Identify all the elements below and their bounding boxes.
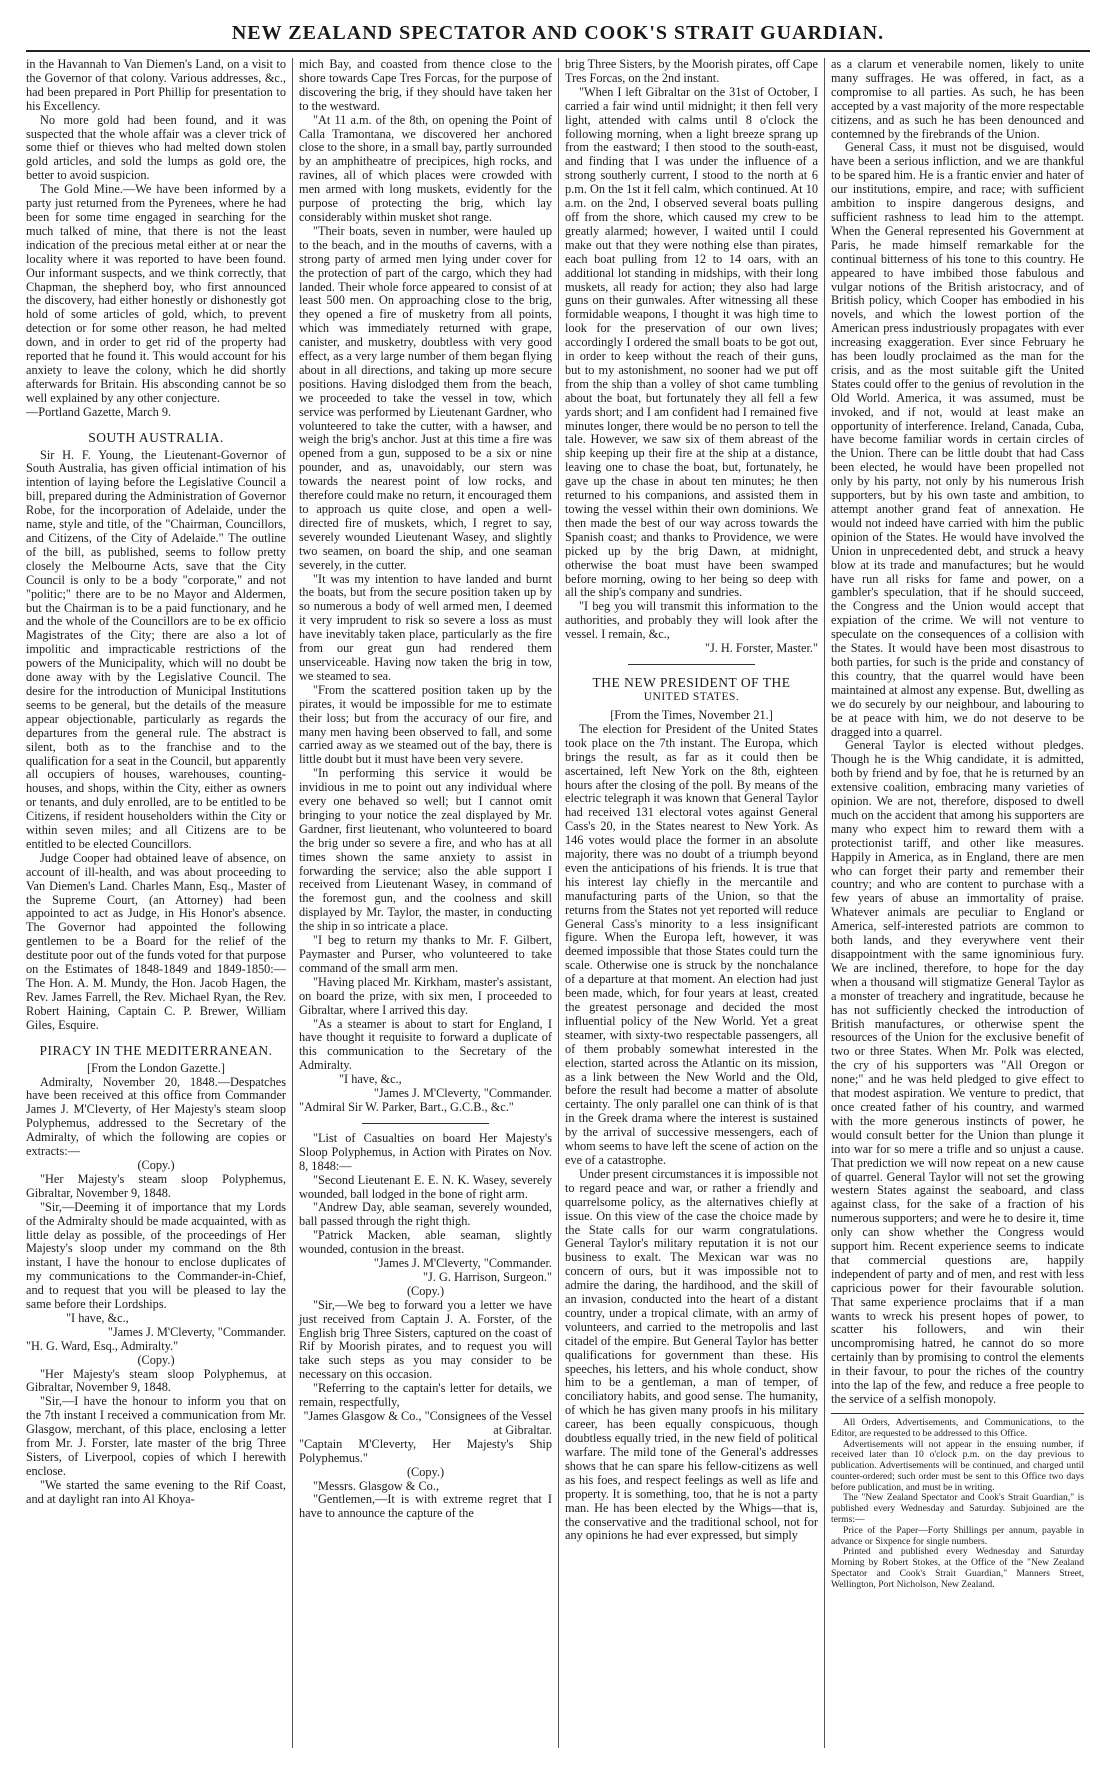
letter-text: "Sir,—We beg to forward you a letter we have just received from Captain J. A. Forster, of the English brig Three Sisters, captured on the coast of Rif by Moorish pirates, and to request you will take such steps as you may consider to be necessary on this occasion.	[299, 1297, 552, 1382]
letter-text: "Their boats, seven in number, were hauled up to the beach, and in the mouths of caverns, with a strong party of armed men lying under cover for the protection of part of the cargo, which they had landed. Their whole force appeared to consist of at least 500 men. On approaching close to the brig, they opened a fire of musketry from all points, which was immediately returned with grape, canister, and musketry, doubtless with very good effect, as a very large number of them began flying about in all directions, and taking up more secure positions. Having dislodged them from the beach, we proceeded to take the vessel in tow, which service was performed by Lieutenant Gardner, who volunteered to take the cutter, with a hawser, and weigh the brig's anchor. Just at this time a fire was opened from a gun, supposed to be a six or nine pounder, and as, unavoidably, our stern was towards the nearest point of low rocks, and therefore could make no return, it encouraged them to approach us quite close, and open a well-directed fire of muskets, which, I regret to say, severely wounded Lieutenant Wasey, and slightly two seamen, on board the ship, and one seaman severely, in the cutter.	[299, 223, 552, 572]
heading-line: UNITED STATES.	[643, 690, 740, 703]
article-text: No more gold had been found, and it was suspected that the whole affair was a clever trick of some thief or thieves who had melted down stolen gold articles, and sold the lumps as gold ore, the better to avoid suspicion.	[26, 112, 286, 183]
article-text: Under present circumstances it is impossible not to regard peace and war, or rather a friendly and quarrelsome policy, as the alternatives chiefly at issue. On this view of the case the choice made by the State calls for our warm congratulations. General Taylor's military reputation it is not our business to exalt. The Mexican war was no concern of ours, but it was impossible not to admire the daring, the hardihood, and the skill of an invasion, conducted into the heart of a distant country, under a tropical climate, with an army of volunteers, and carried to the metropolis and last citadel of the empire. But General Taylor has better qualifications for government than these. His speeches, his letters, and his whole conduct, show him to be a gentleman, a man of temper, of conciliatory habits, and good sense. The humanity, of which he has given many proofs in his military career, has been equally conspicuous, though doubtless equally tried, in the new field of political warfare. The mild tone of the General's addresses shows that he can spare his fellow-citizens as well as his foes, and respect feelings as well as life and property. It is something, too, that he is not a party man. He has been elected by the Whigs—that is, the conservative and the traditional school, not for any opinions he had ever expressed, but simply	[565, 1166, 818, 1543]
letter-heading: "Her Majesty's steam sloop Polyphemus, at Gibraltar, November 9, 1848.	[26, 1366, 286, 1395]
article-text: Admiralty, November 20, 1848.—Despatches have been received at this office from Commander James J. M'Cleverty, of Her Majesty's steam sloop Polyphemus, addressed to the Secretary of the Admiralty, of which the following are copies or extracts:—	[26, 1074, 286, 1159]
masthead: NEW ZEALAND SPECTATOR AND COOK'S STRAIT GUARDIAN.	[231, 22, 885, 44]
notice-text: Advertisements will not appear in the ensuing number, if received later than 10 o'clock p.m. on the day previous to publication. Advertisements will be continued, and charged until counter-ordered; such order must be sent to this Office two days before publication, and must be in writing.	[831, 1438, 1084, 1493]
letter-text: "Messrs. Glasgow & Co.,	[313, 1478, 439, 1493]
letter-recipient: "Captain M'Cleverty, Her Majesty's Ship Polyphemus."	[299, 1436, 552, 1465]
letter-text: "From the scattered position taken up by the pirates, it would be impossible for me to estimate their loss; but from the accuracy of our fire, and many men having been observed to fall, and some carried away as we steamed out of the bay, there is little doubt but it must have been very severe.	[299, 682, 552, 767]
letter-text: "Sir,—I have the honour to inform you that on the 7th instant I received a communication from Mr. Glasgow, merchant, of this place, enclosing a letter from Mr. J. Forster, late master of the brig Three Sisters, of Liverpool, copies of which I herewith enclose.	[26, 1394, 286, 1478]
article-text: General Taylor is elected without pledges. Though he is the Whig candidate, it is admitted, both by friend and by foe, that he is returned by an extensive coalition, embracing many varieties of opinion. We are not, therefore, disposed to dwell much on the accident that among his supporters are many who expect him to reward them with a protectionist tariff, and other like measures. Happily in America, as in England, there are men who can forget their party and remember their country; and who are content to purchase with a few years of abuse an immortality of praise. Whatever animals are peculiar to England or America, self-interested patriots are common to both lands, and they everywhere vent their disappointment with the same ignominious fury. We are inclined, therefore, to hope for the day when a thousand will stigmatize General Taylor as a monster of treachery and ingratitude, because he has not sufficiently checked the introduction of British manufactures, or otherwise spent the resources of the Union for the exclusive benefit of two or three States. When Mr. Polk was elected, the cry of his supporters was "All Oregon or none;" and he was held pledged to give effect to that modest aspiration. We venture to predict, that once created father of his country, and warmed with the more generous instincts of power, he would consult better for the Union than plunge it into war for so mere a trifle and so unjust a cause. That prediction we will now repeat on a new cause of quarrel. General Taylor will not set the growing western States against the seaboard, and class against class, for the sake of a fraction of his numerous supporters; and were he to desire it, time only can show whether the Congress would support him. Recent experience seems to indicate that commercial questions are, happily independent of party and of men, and rest with less capricious power for their favourable solution. That same experience proclaims that if a man wants to wreck his present hopes of power, to scatter his followers, and win their uncompromising hatred, he cannot do so more certainly than by promising to control the elements in their favour, to pour the riches of the country into the lap of the few, and reduce a free people to the service of a selfish monopoly.	[831, 738, 1084, 1406]
article-text: in the Havannah to Van Diemen's Land, on a visit to the Governor of that colony. Various addresses, &c., had been prepared in Port Phillip for presentation to his Excellency.	[26, 58, 286, 113]
separator	[362, 1123, 489, 1124]
letter-text: "I beg to return my thanks to Mr. F. Gilbert, Paymaster and Purser, who volunteered to take command of the small arm men.	[299, 933, 552, 975]
copy-label: (Copy.)	[137, 1157, 175, 1172]
article-text: The Gold Mine.—We have been informed by a party just returned from the Pyrenees, where he had been for some time engaged in searching for the much talked of mine, that there is not the least indication of the precious metal either at or near the locality where it was reported to have been found. Our informant suspects, and we think correctly, that Chapman, the shepherd boy, who first announced the discovery, had either honestly or dishonestly got hold of some articles of gold, which, to prevent detection or for some other reason, he had melted down, and in order to get rid of the property had reported that he found it. This would account for his anxiety to leave the colony, which he did shortly afterwards for Britain. His absconding cannot be so well explained by any other conjecture.	[26, 182, 286, 405]
article-source: —Portland Gazette, March 9.	[26, 404, 172, 419]
separator	[628, 664, 755, 665]
column-4	[824, 58, 1090, 1748]
letter-signature: "James Glasgow & Co., "Consignees of the Vessel at Gibraltar.	[303, 1409, 552, 1437]
article-text: The election for President of the United States took place on the 7th instant. The Europa, which brings the result, as far as it could then be ascertained, left New York on the 8th, eighteen hours after the closing of the poll. By means of the electric telegraph it was known that General Taylor had received 131 electoral votes against General Cass's 20, in the States nearest to New York. As 146 votes would place the former in an absolute majority, there was no doubt of a triumph beyond even the anticipations of his friends. It is true that his interest lay chiefly in the mercantile and manufacturing parts of the Union, so that the returns from the States not yet reported will reduce General Cass's minority to a less insignificant figure. When the Europa left, however, it was deemed impossible that those States could turn the scale. Otherwise one is struck by the nonchalance of a departure at that moment. An election had just been made, which, for four years at least, created the greatest personage and decided the most influential policy of the New World. Yet a great steamer, with sixty-two respectable passengers, all of them probably somewhat interested in the election, started across the Atlantic on its mission, as a link between the New World and the Old, before the result had become a matter of absolute certainty. The only parallel one can think of is that in the Greek drama where the interest is sustained by the arrival of successive messengers, each of whom seems to have left the scene of action on the eve of a catastrophe.	[565, 721, 818, 1167]
masthead-rule	[26, 50, 1090, 52]
letter-text: "Gentlemen,—It is with extreme regret that I have to announce the capture of the	[299, 1492, 552, 1521]
heading-line: THE NEW PRESIDENT OF THE	[592, 674, 791, 690]
casualty-item: "Patrick Macken, able seaman, slightly wounded, contusion in the breast.	[299, 1228, 552, 1257]
article-source: [From the Times, November 21.]	[610, 707, 773, 722]
letter-close: "I have, &c.,	[66, 1310, 129, 1325]
copy-label: (Copy.)	[406, 1283, 445, 1298]
column-1	[26, 58, 292, 1748]
letter-text: brig Three Sisters, by the Moorish pirates, off Cape Tres Forcas, on the 2nd instant.	[565, 58, 818, 85]
publisher-notice	[831, 1413, 1084, 1591]
section-heading-piracy: PIRACY IN THE MEDITERRANEAN.	[39, 1042, 273, 1058]
copy-label: (Copy.)	[406, 1464, 445, 1479]
letter-text: "I beg you will transmit this information to the authorities, and probably they will look after the vessel. I remain, &c.,	[565, 599, 818, 642]
letter-signature: "J. G. Harrison, Surgeon."	[422, 1269, 552, 1284]
article-source: [From the London Gazette.]	[87, 1060, 225, 1075]
column-3	[558, 58, 824, 1748]
letter-text: "At 11 a.m. of the 8th, on opening the Point of Calla Tramontana, we discovered her anchored close to the shore, in a small bay, partly surrounded by an amphitheatre of precipices, high rocks, and ravines, all of which places were crowded with men armed with long muskets, evidently for the purpose of protecting the brig, which lay considerably within musket shot range.	[299, 112, 552, 224]
casualty-list-heading: "List of Casualties on board Her Majesty's Sloop Polyphemus, in Action with Pirates on Nov. 8, 1848:—	[299, 1130, 552, 1173]
letter-recipient: "Admiral Sir W. Parker, Bart., G.C.B., &c."	[299, 1099, 514, 1114]
column-2	[292, 58, 558, 1748]
letter-text: "In performing this service it would be invidious in me to point out any individual where every one behaved so well; but I cannot omit bringing to your notice the zeal displayed by Mr. Gardner, first lieutenant, who volunteered to board the brig under so severe a fire, and who has at all times shown the same anxiety to assist in forwarding the service; also the able support I received from Lieutenant Wasey, in command of the foremost gun, and the coolness and skill displayed by Mr. Taylor, the master, in conducting the ship in so intricate a place.	[299, 766, 552, 934]
letter-recipient: "H. G. Ward, Esq., Admiralty."	[26, 1338, 179, 1353]
casualty-item: "Second Lieutenant E. E. N. K. Wasey, severely wounded, ball lodged in the bone of right arm.	[299, 1172, 552, 1201]
letter-text: "Referring to the captain's letter for details, we remain, respectfully,	[299, 1381, 552, 1410]
article-text: as a clarum et venerabile nomen, likely to unite many suffrages. He was offered, in fact, as a compromise to all parties. As such, he has been accepted by a vast majority of the more respectable citizens, and as such he has been denounced and contemned by the firebrands of the Union.	[831, 58, 1084, 141]
letter-close: "I have, &c.,	[339, 1072, 402, 1087]
letter-text: "We started the same evening to the Rif Coast, and at daylight ran into Al Khoya-	[26, 1477, 286, 1506]
letter-signature: "James J. M'Cleverty, "Commander.	[373, 1256, 552, 1271]
letter-signature: "James J. M'Cleverty, "Commander.	[373, 1086, 552, 1101]
notice-text: Price of the Paper—Forty Shillings per annum, payable in advance or Sixpence for single numbers.	[831, 1524, 1084, 1547]
letter-signature: "James J. M'Cleverty, "Commander.	[107, 1324, 286, 1339]
letter-signature: "J. H. Forster, Master."	[704, 641, 818, 656]
columns	[26, 58, 1090, 1748]
copy-label: (Copy.)	[137, 1352, 175, 1367]
section-heading-president	[565, 675, 818, 705]
letter-heading: "Her Majesty's steam sloop Polyphemus, Gibraltar, November 9, 1848.	[26, 1171, 286, 1200]
casualty-item: "Andrew Day, able seaman, severely wounded, ball passed through the right thigh.	[299, 1200, 552, 1229]
section-heading-south-australia: SOUTH AUSTRALIA.	[88, 429, 224, 445]
notice-text: Printed and published every Wednesday and Saturday Morning by Robert Stokes, at the Office of the "New Zealand Spectator and Cook's Strait Guardian," Manners Street, Wellington, Port Nicholson, New Zealand.	[831, 1546, 1084, 1590]
letter-text: mich Bay, and coasted from thence close to the shore towards Cape Tres Forcas, for the purpose of discovering the brig, if they should have taken her to the westward.	[299, 58, 552, 113]
letter-text: "It was my intention to have landed and burnt the boats, but from the secure position taken up by so numerous a body of well armed men, I deemed it very imprudent to risk so severe a loss as must have inevitably taken place, particularly as the fire from our great gun had rendered them unserviceable. Having now taken the brig in tow, we steamed to sea.	[299, 571, 552, 683]
notice-text: The "New Zealand Spectator and Cook's Strait Guardian," is published every Wednesday and Saturday. Subjoined are the terms:—	[831, 1492, 1084, 1526]
letter-text: "Sir,—Deeming it of importance that my Lords of the Admiralty should be made acquainted, with as little delay as possible, of the proceedings of Her Majesty's sloop under my command on the 8th instant, I have the honour to enclose duplicates of my communications to the Commander-in-Chief, and to request that you will be pleased to lay the same before their Lordships.	[26, 1199, 286, 1312]
letter-text: "As a steamer is about to start for England, I have thought it requisite to forward a duplicate of this communication to the Secretary of the Admiralty.	[299, 1016, 552, 1073]
article-text: Judge Cooper had obtained leave of absence, on account of ill-health, and was about proceeding to Van Diemen's Land. Charles Mann, Esq., Master of the Supreme Court, (an Attorney) had been appointed to act as Judge, in His Honor's absence. The Governor had appointed the following gentlemen to be a Board for the relief of the destitute poor out of the funds voted for that purpose on the Estimates of 1848-1849 and 1849-1850:—The Hon. A. M. Mundy, the Hon. Jacob Hagen, the Rev. James Farrell, the Rev. Michael Ryan, the Rev. Robert Haining, Captain C. P. Brewer, William Giles, Esquire.	[26, 850, 286, 1032]
notice-text: All Orders, Advertisements, and Communications, to the Editor, are requested to be addressed to this Office.	[831, 1416, 1084, 1439]
article-text: General Cass, it must not be disguised, would have been a serious infliction, and we are thankful to be spared him. He is a frantic envier and hater of our institutions, empire, and race; with sufficient ambition to inspire dangerous designs, and sufficient rashness to lead him to the attempt. When the General represented his Government at Paris, he made himself remarkable for the continual bitterness of his tone to this country. He appeared to have imbibed those fabulous and vulgar notions of the British aristocracy, and of British policy, which Cooper has embodied in his novels, and which the lowest portion of the American press industriously propagates with ever increasing exaggeration. Ever since February he has been loudly proclaimed as the man for the crisis, and as the most suitable gift the United States could offer to the genius of revolution in the Old World. America, it was assumed, must be invoked, and if not, would at least make an opportunity of interference. Ireland, Canada, Cuba, have become familiar words in certain circles of the Union. There can be little doubt that had Cass been elected, he would have been propelled not only by his party, not only by his numerous Irish supporters, but by his own taste and ambition, to attempt another grand feat of annexation. He would not indeed have carried with him the public opinion of the States. He would have involved the Union in unprecedented debt, and struck a heavy blow at its trade and manufactures; but he would have run all risks for fame and power, on a gambler's speculation, that if he should succeed, the Congress and the Union would accept that expiation of the crime. We will not venture to speculate on the consequences of a collision with the States. It would have been most disastrous to both parties, for such is the pride and constancy of this country, that the quarrel would have been maintained at almost any expense. But, dwelling as we do securely by our neighbour, and labouring to be at peace with him, we do not deserve to be dragged into a quarrel.	[831, 140, 1084, 739]
letter-text: "When I left Gibraltar on the 31st of October, I carried a fair wind until midnight; it then fell very light, attended with calms until 8 o'clock the following morning, when a light breeze sprang up from the eastward; I then stood to the south-east, and finding that I was under the influence of a strong southerly current, I stood to the north at 6 p.m. On the 1st it fell calm, which continued. At 10 a.m. on the 2nd, I observed several boats pulling off from the shore, which caused my crew to be greatly alarmed; however, I waited until I could make out that they were nothing else than pirates, each boat pulling from 12 to 14 oars, with an additional lot standing in midships, with their long muskets, all ready for action; they also had large guns on their gunwales. After witnessing all these formidable weapons, I thought it was high time to look for the preservation of our own lives; accordingly I ordered the small boats to be got out, in order to keep without the reach of their guns, but to my astonishment, no sooner had we put off from the ship than a volley of shot came tumbling about the boat, but fortunately they all fell a few yards short; and I am confident had I remained five minutes longer, there would be no person to tell the tale. However, we saw six of them abreast of the ship keeping up their fire at the ship at a distance, leaving one to chase the boat, but, fortunately, he gave up the chase in about ten minutes; he then returned to his companions, and assisted them in towing the vessel within their own dominions. We then made the best of our way across towards the Spanish coast; and thanks to Providence, we were picked up by the brig Dawn, at midnight, otherwise the boat must have been swamped before morning, owing to her being so deep with all the ship's company and sundries.	[565, 84, 818, 600]
letter-text: "Having placed Mr. Kirkham, master's assistant, on board the prize, with six men, I proceeded to Gibraltar, where I arrived this day.	[299, 974, 552, 1017]
article-text: Sir H. F. Young, the Lieutenant-Governor of South Australia, has given official intimation of his intention of laying before the Legislative Council a bill, prepared during the Administration of Governor Robe, for the incorporation of Adelaide, under the name, style and title, of the "Chairman, Councillors, and Citizens, of the City of Adelaide." The outline of the bill, as published, seems to follow pretty closely the Melbourne Acts, save that the City Council is only to be a body "corporate," and not "politic;" there are to be no Mayor and Aldermen, but the Chairman is to be a paid functionary, and he and the whole of the Councillors are to be ex officio Magistrates of the City; there are also a lot of impolitic and impracticable restrictions of the powers of the Municipality, which will no doubt be done away with by the Legislative Council. The desire for the introduction of Municipal Institutions seems to be general, but the details of the measure appear objectionable, particularly as regards the departures from the general rule. The abstract is silent, both as to the franchise and to the qualification for a seat in the Council, but apparently all occupiers of houses, warehouses, counting-houses, and shops, within the City, either as owners or tenants, and duly enrolled, are to be entitled to be Citizens, if resident householders within the City or within seven miles; and all Citizens are to be entitled to be elected Councillors.	[26, 447, 286, 851]
